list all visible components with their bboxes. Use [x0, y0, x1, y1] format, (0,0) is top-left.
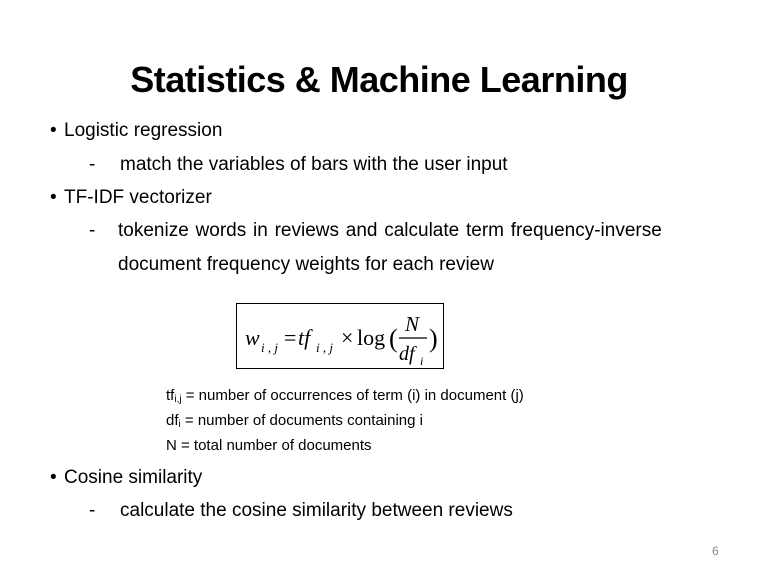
bullet-cosine-similarity — [50, 466, 202, 490]
formula-times: × — [341, 325, 354, 350]
definition-tf-variable: tf — [166, 387, 175, 404]
bullet-dot: • — [50, 187, 57, 208]
sub-bullet-dash: - — [89, 500, 96, 521]
formula-right-paren: ) — [429, 324, 438, 353]
definition-n: N = total number of documents — [166, 437, 372, 454]
definition-tf — [166, 386, 524, 406]
formula-w: w — [245, 325, 260, 350]
formula-tf-subscript: i , j — [316, 340, 333, 355]
definition-tf-subscript: i,j — [174, 394, 182, 405]
formula-equals: = — [284, 325, 297, 350]
definition-df — [166, 411, 423, 431]
bullet-dot: • — [50, 467, 57, 488]
formula-left-paren: ( — [389, 324, 398, 353]
page-number: 6 — [712, 544, 719, 558]
tfidf-formula-graphic — [237, 304, 443, 368]
bullet-logistic-regression — [50, 119, 222, 143]
sub-bullet-text: tokenize words in reviews and calculate term frequency-inverse — [118, 220, 662, 241]
sub-bullet-text-continued: document frequency weights for each review — [118, 254, 494, 275]
formula-denominator: df — [399, 343, 415, 365]
bullet-label: TF-IDF vectorizer — [64, 187, 212, 208]
formula-denominator-subscript: i — [420, 354, 424, 368]
sub-bullet-text: match the variables of bars with the user input — [120, 154, 508, 175]
slide-title: Statistics & Machine Learning — [130, 59, 628, 100]
sub-bullet-dash: - — [89, 154, 96, 175]
definition-df-subscript: i — [178, 419, 181, 430]
bullet-dot: • — [50, 120, 57, 141]
bullet-tfidf-vectorizer — [50, 186, 212, 210]
formula-tf: tf — [298, 325, 311, 350]
definition-df-variable: df — [166, 412, 179, 429]
bullet-label: Logistic regression — [64, 120, 223, 141]
definition-df-text: = number of documents containing i — [180, 412, 423, 429]
sub-bullet-text: calculate the cosine similarity between reviews — [120, 500, 513, 521]
tfidf-formula — [236, 303, 444, 369]
formula-w-subscript: i , j — [261, 340, 278, 355]
bullet-label: Cosine similarity — [64, 467, 203, 488]
formula-numerator: N — [405, 312, 420, 336]
definition-tf-text: = number of occurrences of term (i) in document (j) — [181, 387, 524, 404]
sub-bullet-dash: - — [89, 220, 96, 241]
formula-log: log — [357, 325, 386, 350]
